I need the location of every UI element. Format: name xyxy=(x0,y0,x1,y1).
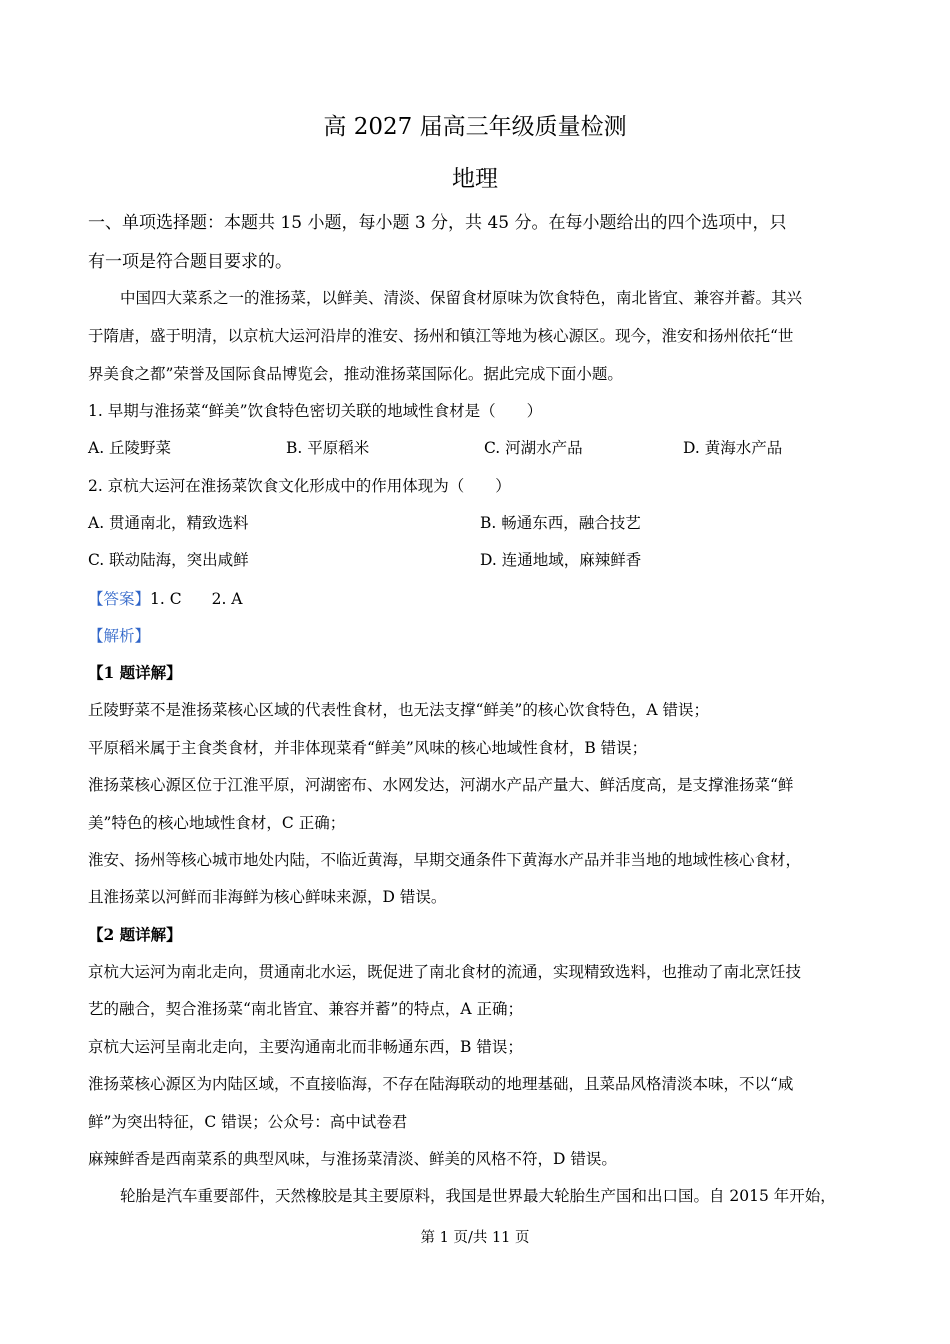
q2-option-a: A. 贯通南北，精致选料 xyxy=(88,514,249,532)
section-instruction-line-1: 一、单项选择题：本题共 15 小题，每小题 3 分，共 45 分。在每小题给出的四个选项中，只 xyxy=(88,213,787,233)
q1-option-b: B. 平原稻米 xyxy=(286,439,370,457)
q1-option-d: D. 黄海水产品 xyxy=(683,439,783,457)
section-instruction-line-2: 有一项是符合题目要求的。 xyxy=(88,252,292,272)
analysis-tag: 【解析】 xyxy=(88,627,151,645)
q2-option-c: C. 联动陆海，突出咸鲜 xyxy=(88,551,249,569)
answer-tag: 【答案】 xyxy=(88,590,151,608)
detail-1-line-6: 且淮扬菜以河鲜而非海鲜为核心鲜味来源，D 错误。 xyxy=(88,888,447,906)
detail-1-line-2: 平原稻米属于主食类食材，并非体现菜肴“鲜美”风味的核心地域性食材，B 错误； xyxy=(88,739,648,757)
detail-2-heading: 【2 题详解】 xyxy=(88,925,182,944)
q1-option-a: A. 丘陵野菜 xyxy=(88,439,172,457)
detail-1-line-4: 美”特色的核心地域性食材，C 正确； xyxy=(88,814,346,832)
q2-option-b: B. 畅通东西，融合技艺 xyxy=(480,514,641,532)
answer-row xyxy=(88,589,243,609)
passage2-line-1: 轮胎是汽车重要部件，天然橡胶是其主要原料，我国是世界最大轮胎生产国和出口国。自 2015 年开始， xyxy=(120,1187,836,1205)
detail-1-heading: 【1 题详解】 xyxy=(88,663,182,682)
q2-option-d: D. 连通地域，麻辣鲜香 xyxy=(480,551,642,569)
passage1-line-3: 界美食之都”荣誉及国际食品博览会，推动淮扬菜国际化。据此完成下面小题。 xyxy=(88,365,623,383)
detail-2-line-1: 京杭大运河为南北走向，贯通南北水运，既促进了南北食材的流通，实现精致选料，也推动了南北烹饪技 xyxy=(88,963,802,981)
question-2-stem: 2. 京杭大运河在淮扬菜饮食文化形成中的作用体现为（ ） xyxy=(88,477,511,495)
detail-1-line-1: 丘陵野菜不是淮扬菜核心区域的代表性食材，也无法支撑“鲜美”的核心饮食特色，A 错误； xyxy=(88,701,709,719)
exam-title: 高 2027 届高三年级质量检测 xyxy=(323,114,627,140)
detail-2-line-5: 鲜”为突出特征，C 错误；公众号：高中试卷君 xyxy=(88,1113,408,1131)
detail-2-line-4: 淮扬菜核心源区为内陆区域，不直接临海，不存在陆海联动的地理基础，且菜品风格清淡本味，不以“咸 xyxy=(88,1075,794,1093)
subject-title: 地理 xyxy=(452,166,498,192)
page-footer: 第 1 页/共 11 页 xyxy=(420,1230,530,1246)
detail-2-line-2: 艺的融合，契合淮扬菜“南北皆宜、兼容并蓄”的特点，A 正确； xyxy=(88,1000,523,1018)
q1-option-c: C. 河湖水产品 xyxy=(484,439,583,457)
passage1-line-2: 于隋唐，盛于明清，以京杭大运河沿岸的淮安、扬州和镇江等地为核心源区。现今，淮安和扬州依托“世 xyxy=(88,327,794,345)
detail-2-line-3: 京杭大运河呈南北走向，主要沟通南北而非畅通东西，B 错误； xyxy=(88,1038,523,1056)
answer-1: 1. C xyxy=(150,590,182,608)
passage1-line-1: 中国四大菜系之一的淮扬菜，以鲜美、清淡、保留食材原味为饮食特色，南北皆宜、兼容并蓄。其兴 xyxy=(120,289,803,307)
detail-1-line-3: 淮扬菜核心源区位于江淮平原，河湖密布、水网发达，河湖水产品产量大、鲜活度高，是支撑淮扬菜“鲜 xyxy=(88,776,794,794)
detail-1-line-5: 淮安、扬州等核心城市地处内陆，不临近黄海，早期交通条件下黄海水产品并非当地的地域性核心食材， xyxy=(88,851,802,869)
question-1-stem: 1. 早期与淮扬菜“鲜美”饮食特色密切关联的地域性食材是（ ） xyxy=(88,402,543,420)
detail-2-line-6: 麻辣鲜香是西南菜系的典型风味，与淮扬菜清淡、鲜美的风格不符，D 错误。 xyxy=(88,1150,617,1168)
answer-2: 2. A xyxy=(211,590,243,608)
